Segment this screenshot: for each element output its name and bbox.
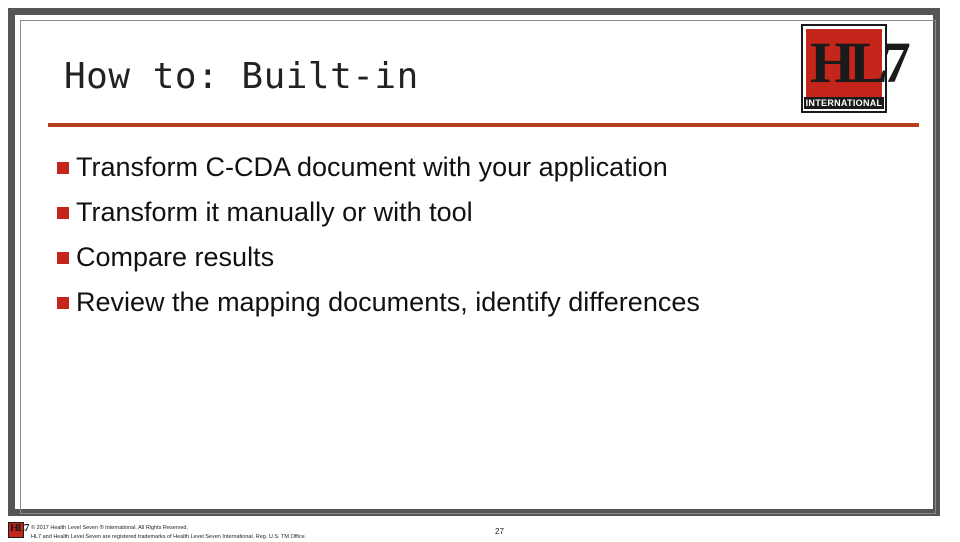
square-bullet-icon [57, 162, 69, 174]
footer-logo-mark: HL7 [10, 522, 29, 534]
logo-mark: HL7 [810, 30, 905, 95]
bullet-text: Transform C-CDA document with your application [76, 152, 668, 182]
logo-subtitle: INTERNATIONAL [805, 98, 883, 108]
bullet-text: Review the mapping documents, identify differences [76, 287, 700, 317]
hl7-logo-icon [801, 24, 905, 113]
bullet-list [57, 145, 700, 325]
bullet-item [57, 235, 700, 280]
square-bullet-icon [57, 252, 69, 264]
square-bullet-icon [57, 297, 69, 309]
bullet-item [57, 145, 700, 190]
bullet-text: Transform it manually or with tool [76, 197, 473, 227]
bullet-text: Compare results [76, 242, 275, 272]
slide-title: How to: Built-in [64, 56, 419, 97]
title-divider [48, 123, 919, 127]
logo-red-block [806, 29, 905, 97]
square-bullet-icon [57, 207, 69, 219]
footer-hl7-logo-icon [8, 522, 29, 538]
copyright-line-1: © 2017 Health Level Seven ® International. All Rights Reserved. [31, 525, 188, 531]
copyright-line-2: HL7 and Health Level Seven are registered trademarks of Health Level Seven International. Reg. U.S. TM Office. [31, 534, 307, 540]
bullet-item [57, 190, 700, 235]
page-number: 27 [495, 527, 504, 536]
bullet-item [57, 280, 700, 325]
footer-copyright [31, 524, 306, 542]
